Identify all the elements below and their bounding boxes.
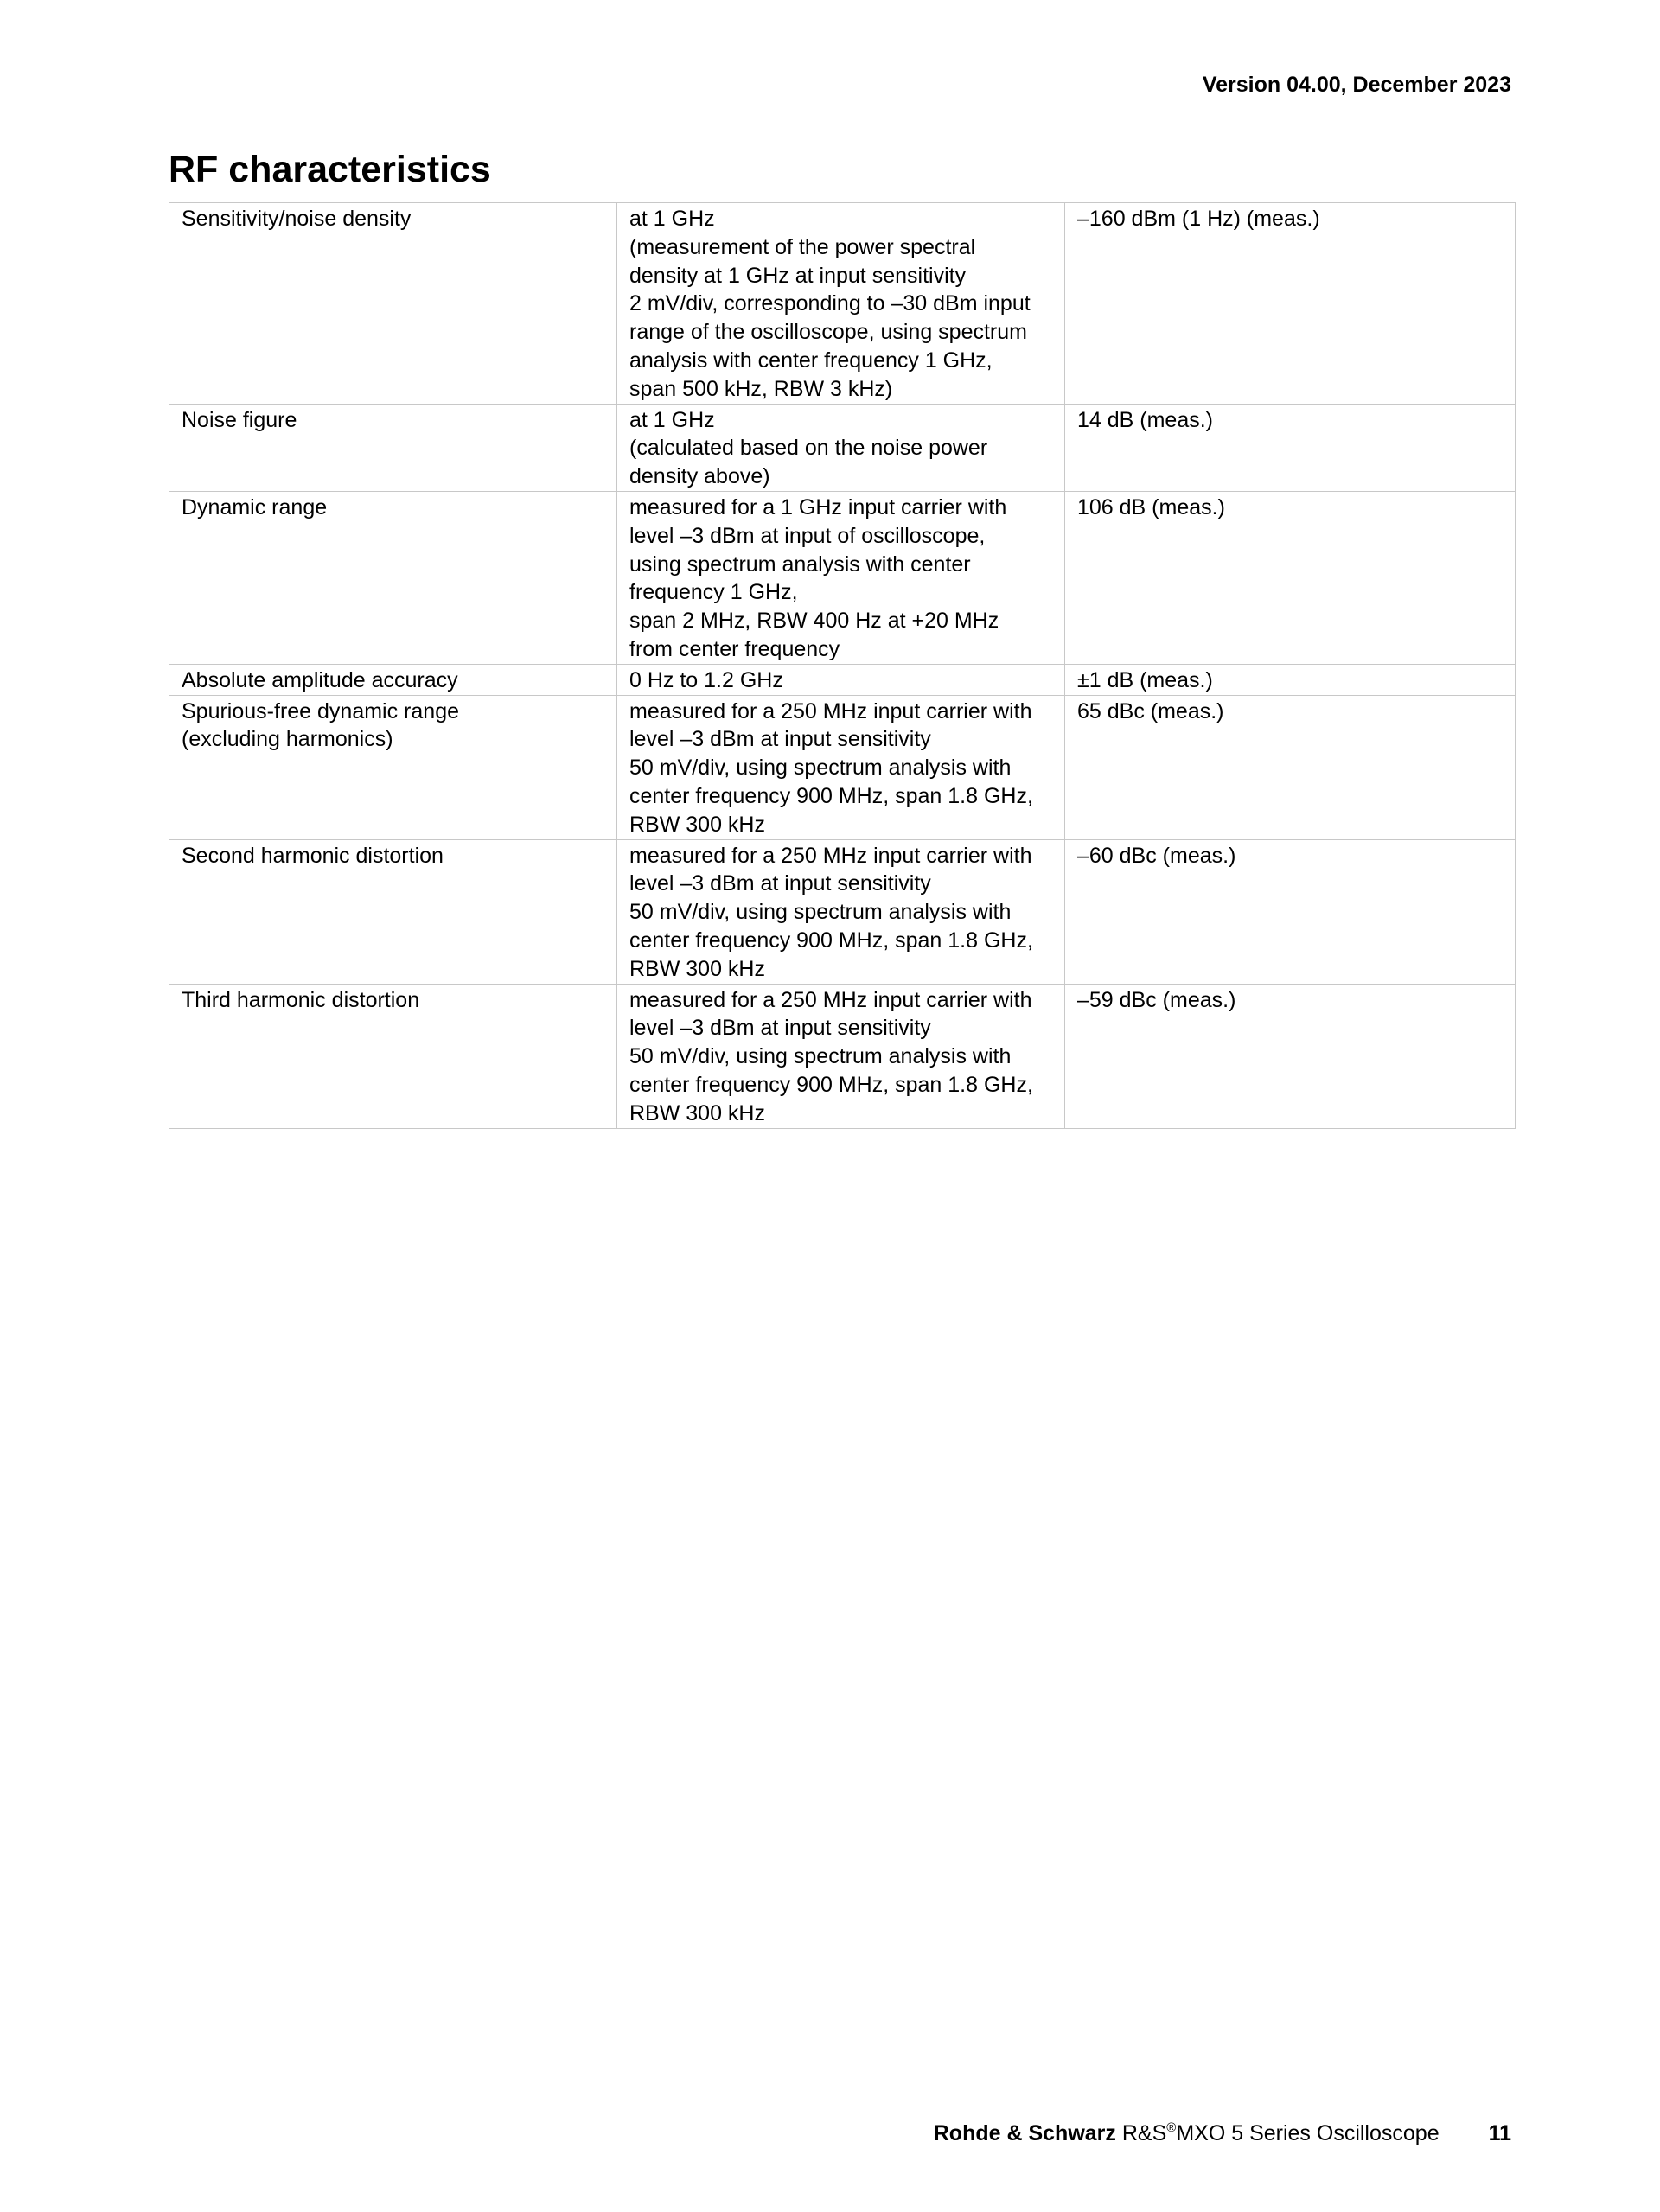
cell-text-line: 0 Hz to 1.2 GHz bbox=[629, 667, 783, 692]
condition-cell bbox=[617, 695, 1065, 839]
table-row bbox=[169, 839, 1516, 984]
page-number: 11 bbox=[1488, 2121, 1511, 2145]
cell-text-line: 50 mV/div, using spectrum analysis with bbox=[629, 900, 1012, 925]
cell-text-line: analysis with center frequency 1 GHz, bbox=[629, 347, 993, 373]
condition-cell bbox=[617, 984, 1065, 1128]
value-cell bbox=[1065, 664, 1516, 695]
condition-cell bbox=[617, 491, 1065, 664]
cell-text-line: center frequency 900 MHz, span 1.8 GHz, bbox=[629, 928, 1033, 953]
footer-registered-mark: ® bbox=[1166, 2120, 1177, 2135]
condition-cell bbox=[617, 839, 1065, 984]
cell-text-line: level –3 dBm at input of oscilloscope, bbox=[629, 523, 986, 548]
cell-text-line: center frequency 900 MHz, span 1.8 GHz, bbox=[629, 783, 1033, 808]
table-row bbox=[169, 984, 1516, 1128]
cell-text-line: 14 dB (meas.) bbox=[1077, 407, 1214, 432]
cell-text-line: at 1 GHz bbox=[629, 207, 715, 231]
cell-text-line: Third harmonic distortion bbox=[182, 987, 420, 1012]
cell-text-line: 50 mV/div, using spectrum analysis with bbox=[629, 1044, 1012, 1069]
value-cell bbox=[1065, 491, 1516, 664]
table-row bbox=[169, 404, 1516, 491]
cell-text-line: 65 dBc (meas.) bbox=[1077, 698, 1224, 724]
cell-text-line: –160 dBm (1 Hz) (meas.) bbox=[1077, 207, 1320, 231]
cell-text-line: Dynamic range bbox=[182, 494, 328, 520]
cell-text-line: range of the oscilloscope, using spectrum bbox=[629, 320, 1027, 345]
cell-text-line: measured for a 250 MHz input carrier with bbox=[629, 987, 1032, 1012]
condition-cell bbox=[617, 203, 1065, 405]
cell-text-line: 50 mV/div, using spectrum analysis with bbox=[629, 755, 1012, 781]
value-cell bbox=[1065, 695, 1516, 839]
cell-text-line: span 500 kHz, RBW 3 kHz) bbox=[629, 376, 893, 401]
parameter-cell bbox=[169, 695, 617, 839]
value-cell bbox=[1065, 984, 1516, 1128]
cell-text-line: Sensitivity/noise density bbox=[182, 207, 412, 231]
cell-text-line: Second harmonic distortion bbox=[182, 843, 444, 868]
rf-characteristics-table bbox=[169, 202, 1516, 1129]
value-cell bbox=[1065, 404, 1516, 491]
cell-text-line: 106 dB (meas.) bbox=[1077, 494, 1225, 520]
cell-text-line: measured for a 250 MHz input carrier with bbox=[629, 698, 1032, 724]
cell-text-line: 2 mV/div, corresponding to –30 dBm input bbox=[629, 291, 1031, 316]
cell-text-line: frequency 1 GHz, bbox=[629, 580, 798, 605]
footer-brand-prefix: R&S bbox=[1121, 2121, 1167, 2145]
cell-text-line: Noise figure bbox=[182, 407, 297, 432]
cell-text-line: span 2 MHz, RBW 400 Hz at +20 MHz bbox=[629, 609, 999, 634]
cell-text-line: using spectrum analysis with center bbox=[629, 551, 971, 577]
spec-table-body bbox=[169, 203, 1516, 1129]
cell-text-line: density above) bbox=[629, 464, 770, 489]
condition-cell bbox=[617, 404, 1065, 491]
document-version: Version 04.00, December 2023 bbox=[1202, 73, 1511, 97]
value-cell bbox=[1065, 203, 1516, 405]
table-row bbox=[169, 203, 1516, 405]
cell-text-line: measured for a 250 MHz input carrier with bbox=[629, 843, 1032, 868]
cell-text-line: Absolute amplitude accuracy bbox=[182, 667, 458, 692]
cell-text-line: (measurement of the power spectral bbox=[629, 234, 976, 259]
cell-text-line: density at 1 GHz at input sensitivity bbox=[629, 263, 967, 288]
parameter-cell bbox=[169, 839, 617, 984]
table-row bbox=[169, 491, 1516, 664]
cell-text-line: level –3 dBm at input sensitivity bbox=[629, 871, 931, 896]
cell-text-line: –59 dBc (meas.) bbox=[1077, 987, 1236, 1012]
page-footer bbox=[934, 2121, 1511, 2146]
parameter-cell bbox=[169, 404, 617, 491]
cell-text-line: Spurious-free dynamic range bbox=[182, 698, 459, 724]
table-row bbox=[169, 695, 1516, 839]
cell-text-line: (calculated based on the noise power bbox=[629, 436, 988, 461]
cell-text-line: at 1 GHz bbox=[629, 407, 715, 432]
cell-text-line: center frequency 900 MHz, span 1.8 GHz, bbox=[629, 1072, 1033, 1097]
cell-text-line: RBW 300 kHz bbox=[629, 956, 765, 981]
parameter-cell bbox=[169, 984, 617, 1128]
cell-text-line: level –3 dBm at input sensitivity bbox=[629, 727, 931, 752]
table-row bbox=[169, 664, 1516, 695]
value-cell bbox=[1065, 839, 1516, 984]
cell-text-line: ±1 dB (meas.) bbox=[1077, 667, 1213, 692]
parameter-cell bbox=[169, 664, 617, 695]
cell-text-line: RBW 300 kHz bbox=[629, 812, 765, 837]
parameter-cell bbox=[169, 203, 617, 405]
cell-text-line: RBW 300 kHz bbox=[629, 1100, 765, 1125]
cell-text-line: (excluding harmonics) bbox=[182, 727, 393, 752]
section-title: RF characteristics bbox=[169, 149, 491, 190]
cell-text-line: from center frequency bbox=[629, 636, 840, 661]
cell-text-line: measured for a 1 GHz input carrier with bbox=[629, 494, 1007, 520]
footer-product: MXO 5 Series Oscilloscope bbox=[1176, 2121, 1440, 2145]
cell-text-line: level –3 dBm at input sensitivity bbox=[629, 1016, 931, 1041]
cell-text-line: –60 dBc (meas.) bbox=[1077, 843, 1236, 868]
parameter-cell bbox=[169, 491, 617, 664]
condition-cell bbox=[617, 664, 1065, 695]
footer-company: Rohde & Schwarz bbox=[933, 2121, 1116, 2145]
